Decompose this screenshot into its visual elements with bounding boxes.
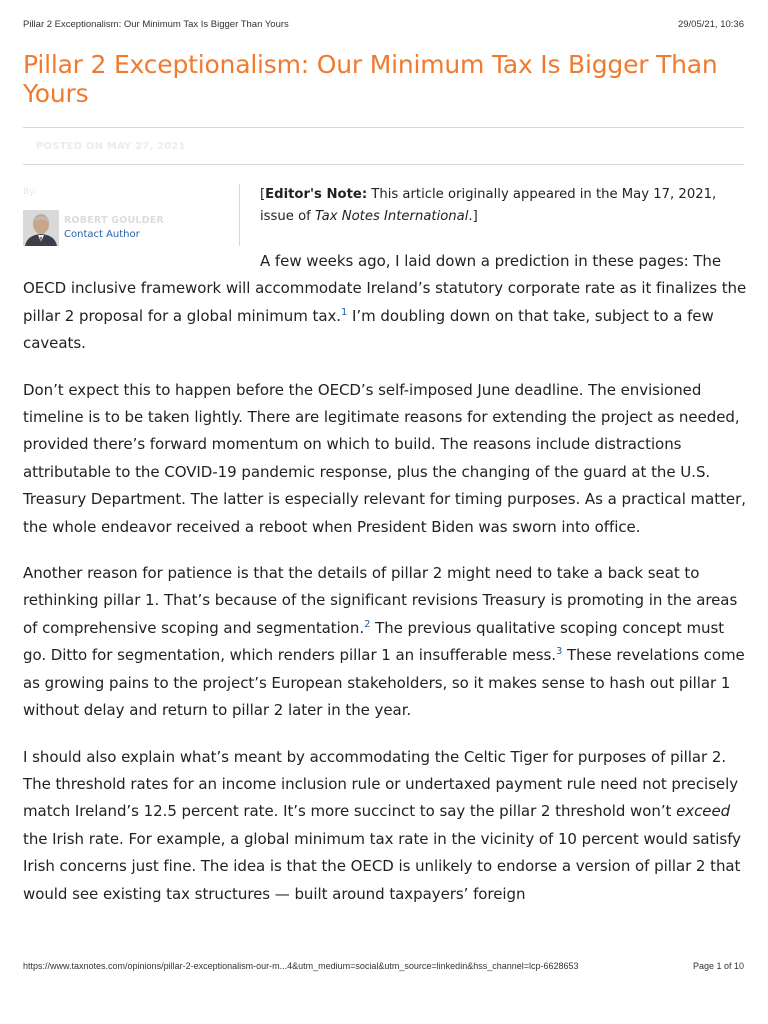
editor-note-text: This article originally appeared in the May 17, 2021, issue of <box>260 187 717 224</box>
footnote-ref-2[interactable]: 2 <box>364 618 371 630</box>
divider-bottom <box>23 164 744 165</box>
author-name: ROBERT GOULDER <box>64 215 164 226</box>
paragraph-4-text-b: the Irish rate. For example, a global minimum tax rate in the vicinity of 10 percent would satisfy Irish concerns just fine. The idea is that the OECD is unlikely to endorse a version of pillar 2 that would see existing tax structures — built around taxpayers’ foreign <box>23 829 741 903</box>
paragraph-3-text-c: These revelations come as growing pains to the project’s European stakeholders, so it makes sense to hash out pillar 1 without delay and return to pillar 2 later in the year. <box>23 646 745 720</box>
divider-top <box>23 127 744 128</box>
print-header-title: Pillar 2 Exceptionalism: Our Minimum Tax Is Bigger Than Yours <box>23 19 289 30</box>
footer-url: https://www.taxnotes.com/opinions/pillar-2-exceptionalism-our-m...4&utm_medium=social&utm_source=linkedin&hss_channel=lcp-6628653 <box>23 961 579 971</box>
editor-note-close-bracket: .] <box>468 209 478 224</box>
paragraph-2: Don’t expect this to happen before the OECD’s self-imposed June deadline. The envisioned timeline is to be taken lightly. There are legitimate reasons for extending the project as needed, provided there’s forward momentum on which to build. The reasons include distractions attributable to the COVID-19 pandemic response, plus the changing of the guard at the U.S. Treasury Department. The latter is especially relevant for timing purposes. As a practical matter, the whole endeavor received a reboot when President Biden was sworn into office. <box>23 380 746 536</box>
paragraph-4-emphasis: exceed <box>676 802 731 821</box>
page-number: Page 1 of 10 <box>692 961 744 971</box>
paragraph-1-text-a: A few weeks ago, I laid down a prediction in these pages: The OECD inclusive framework will accommodate Ireland’s statutory corporate rate as it finalizes the pillar 2 proposal for a global minimum tax. <box>23 252 747 325</box>
byline-separator <box>239 184 240 246</box>
by-label: By: <box>23 187 37 197</box>
editor-note-open-bracket: [ <box>260 187 266 202</box>
print-header-datetime: 29/05/21, 10:36 <box>677 19 744 30</box>
article-title: Pillar 2 Exceptionalism: Our Minimum Tax Is Bigger Than Yours <box>23 50 718 108</box>
contact-author-link[interactable]: Contact Author <box>64 229 140 240</box>
paragraph-3 <box>23 560 747 724</box>
paragraph-1-text-b: I’m doubling down on that take, subject to a few caveats. <box>23 306 714 353</box>
publication-name: Tax Notes International <box>314 209 469 224</box>
paragraph-4 <box>23 744 747 908</box>
footnote-ref-3[interactable]: 3 <box>555 646 563 658</box>
paragraph-4-text-a: I should also explain what’s meant by accommodating the Celtic Tiger for purposes of pillar 2. The threshold rates for an income inclusion rule or undertaxed payment rule need not precisely match Ireland’s 12.5 percent rate. It’s more succinct to say the pillar 2 threshold won’t <box>23 747 739 821</box>
paragraph-3-text-b: The previous qualitative scoping concept must go. Ditto for segmentation, which renders pillar 1 an insufferable mess. <box>23 618 725 665</box>
author-photo <box>23 210 59 246</box>
print-header <box>23 19 744 30</box>
print-footer <box>23 961 744 971</box>
editor-note <box>260 184 730 228</box>
footnote-ref-1[interactable]: 1 <box>341 306 348 318</box>
author-avatar <box>23 210 59 246</box>
article-body <box>23 248 747 927</box>
posted-date: POSTED ON MAY 27, 2021 <box>36 141 186 152</box>
editor-note-label: Editor's Note: <box>265 187 368 202</box>
paragraph-3-text-a: Another reason for patience is that the details of pillar 2 might need to take a back seat to rethinking pillar 1. That’s because of the significant revisions Treasury is promoting in the areas of comprehensive scoping and segmentation. <box>23 564 738 637</box>
paragraph-1 <box>23 248 747 358</box>
